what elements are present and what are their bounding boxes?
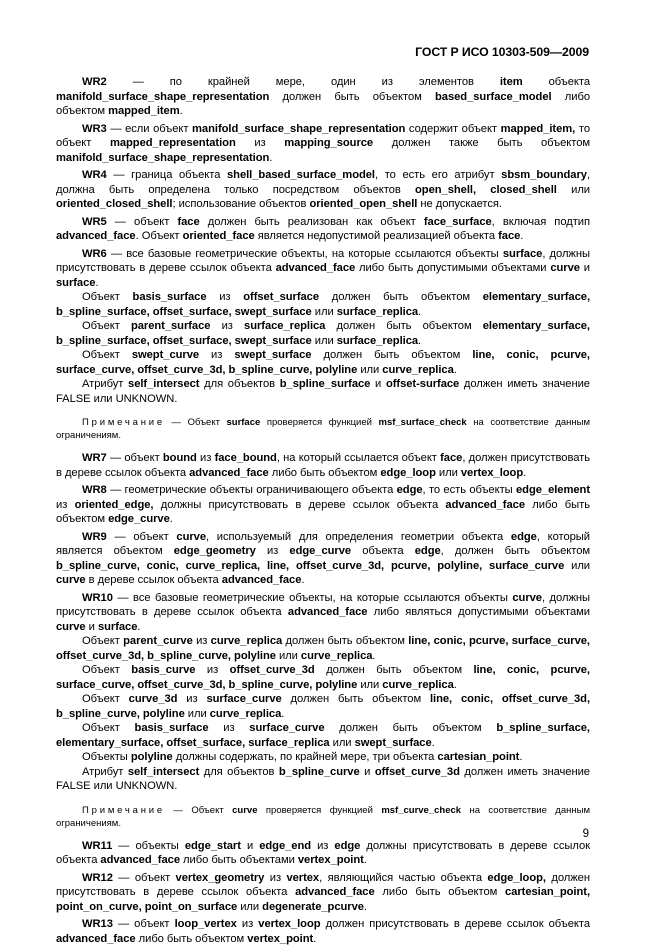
entity-name: advanced_face — [295, 886, 375, 898]
page-header-standard-id: ГОСТ Р ИСО 10303-509—2009 — [415, 45, 589, 59]
entity-name: swept_curve — [132, 349, 199, 361]
entity-name: shell_based_surface_model — [227, 169, 375, 181]
text-run: из — [311, 840, 334, 852]
text-run: или — [357, 364, 382, 376]
entity-name: advanced_face — [288, 606, 368, 618]
text-run: . — [364, 854, 367, 866]
entity-name: b_spline_surface — [280, 378, 371, 390]
text-run: . — [523, 467, 526, 479]
text-run: — все базовые геометрические объекты, на которые ссылаются объекты — [113, 592, 512, 604]
document-body — [56, 75, 590, 946]
text-run: из — [236, 137, 285, 149]
entity-name: curve — [176, 531, 206, 543]
note-label: Примечание — [82, 417, 165, 428]
entity-name: b_spline_curve, conic, curve_replica, line, offset_curve_3d, pcurve, polyline, surface_curve — [56, 560, 564, 572]
text-run: должны присутствовать в дереве ссылок объекта — [56, 840, 590, 867]
text-run: или — [276, 650, 301, 662]
text-run: — Объект — [165, 805, 232, 816]
entity-name: advanced_face — [222, 574, 302, 586]
text-run: . — [95, 277, 98, 289]
text-run: на соответствие данным ограничениям. — [56, 805, 590, 829]
text-run: — граница объекта — [107, 169, 227, 181]
text-run: либо быть объектом — [269, 467, 381, 479]
entity-name: offset_surface — [243, 291, 319, 303]
text-run: , являющийся частью объекта — [319, 872, 487, 884]
entity-name: msf_surface_check — [379, 417, 467, 428]
entity-name: curve_replica — [382, 679, 454, 691]
text-run: должен быть объектом — [311, 349, 472, 361]
entity-name: advanced_face — [276, 262, 356, 274]
entity-name: edge — [415, 545, 441, 557]
entity-name: manifold_surface_shape_representation — [56, 152, 269, 164]
text-run: из — [195, 664, 229, 676]
text-run: — объект — [113, 872, 176, 884]
entity-name: elementary_surface, b_spline_surface, offset_surface, swept_surface — [56, 291, 590, 318]
text-run: должны присутствовать в дереве ссылок объекта — [153, 499, 445, 511]
text-run: Объекты — [82, 751, 131, 763]
entity-name: WR2 — [82, 76, 107, 88]
text-run: . — [454, 364, 457, 376]
text-run: должен быть объектом — [325, 320, 482, 332]
entity-name: mapping_source — [284, 137, 373, 149]
entity-name: advanced_face — [56, 230, 136, 242]
text-run: — Объект — [165, 417, 226, 428]
text-run: ; использование объектов — [172, 198, 309, 210]
text-run: либо быть объектом — [375, 886, 505, 898]
rule-paragraph — [56, 591, 590, 635]
entity-name: surface_replica — [337, 306, 418, 318]
entity-name: swept_surface — [355, 737, 432, 749]
text-run: или — [564, 560, 590, 572]
entity-name: curve — [232, 805, 257, 816]
text-run: либо являться допустимыми объектами — [367, 606, 590, 618]
text-run: . — [519, 751, 522, 763]
entity-name: bound — [163, 452, 197, 464]
entity-name: polyline — [131, 751, 173, 763]
text-run: объекта — [523, 76, 590, 88]
text-run: , должны присутствовать в дереве ссылок объекта — [56, 248, 590, 275]
entity-name: surface_curve — [249, 722, 324, 734]
text-run: — если объект — [107, 123, 192, 135]
entity-name: offset-surface — [386, 378, 459, 390]
text-run: . — [418, 306, 421, 318]
entity-name: basis_curve — [131, 664, 195, 676]
entity-name: WR3 — [82, 123, 107, 135]
text-run: из — [210, 320, 244, 332]
text-run: должен быть объектом — [282, 693, 430, 705]
entity-name: surface_replica — [337, 335, 418, 347]
text-run: либо объектом — [56, 91, 590, 118]
text-run: . — [281, 708, 284, 720]
entity-name: item — [500, 76, 523, 88]
entity-name: sbsm_boundary — [501, 169, 587, 181]
text-run: из — [264, 872, 286, 884]
note-label: Примечание — [82, 805, 165, 816]
entity-name: open_shell, closed_shell — [415, 184, 557, 196]
entity-name: WR6 — [82, 248, 107, 260]
entity-name: basis_surface — [133, 291, 207, 303]
text-run: — объект — [107, 452, 163, 464]
text-run: — геометрические объекты ограничивающего объекта — [107, 484, 397, 496]
entity-name: curve — [56, 621, 86, 633]
text-run: должен присутствовать в дереве ссылок объекта — [56, 872, 590, 899]
entity-name: edge_geometry — [174, 545, 256, 557]
rules-block-1 — [56, 75, 590, 406]
rule-paragraph — [56, 663, 590, 692]
entity-name: WR11 — [82, 840, 112, 852]
text-run: , должен присутствовать в дереве ссылок объекта — [56, 452, 590, 479]
text-run: должен иметь значение FALSE или UNKNOWN. — [56, 766, 590, 793]
text-run: . — [364, 901, 367, 913]
rule-paragraph — [56, 483, 590, 527]
entity-name: edge — [511, 531, 537, 543]
entity-name: face_surface — [424, 216, 492, 228]
entity-name: edge_curve — [108, 513, 170, 525]
note-curve-check — [56, 804, 590, 830]
rule-paragraph — [56, 348, 590, 377]
text-run: либо быть объектами — [180, 854, 298, 866]
entity-name: cartesian_point — [437, 751, 519, 763]
entity-name: oriented_open_shell — [309, 198, 417, 210]
text-run: Атрибут — [82, 766, 128, 778]
entity-name: surface_replica — [244, 320, 325, 332]
text-run: . Объект — [136, 230, 183, 242]
text-run: . — [432, 737, 435, 749]
text-run: проверяется функцией — [260, 417, 378, 428]
rule-paragraph — [56, 917, 590, 946]
entity-name: b_spline_curve — [279, 766, 360, 778]
entity-name: basis_surface — [135, 722, 209, 734]
text-run: Объект — [82, 349, 132, 361]
entity-name: vertex_point — [247, 933, 313, 945]
text-run: Атрибут — [82, 378, 128, 390]
text-run: , который является объектом — [56, 531, 590, 558]
text-run: . — [170, 513, 173, 525]
text-run: из — [56, 499, 75, 511]
entity-name: curve — [512, 592, 542, 604]
entity-name: mapped_representation — [110, 137, 236, 149]
entity-name: advanced_face — [189, 467, 269, 479]
rule-paragraph — [56, 247, 590, 291]
text-run: или — [312, 306, 337, 318]
text-run: или — [557, 184, 590, 196]
entity-name: WR9 — [82, 531, 107, 543]
text-run: , то есть его атрибут — [375, 169, 501, 181]
text-run: должен иметь значение FALSE или UNKNOWN. — [56, 378, 590, 405]
text-run: Объект — [82, 722, 135, 734]
entity-name: msf_curve_check — [381, 805, 461, 816]
text-run: . — [372, 650, 375, 662]
text-run: на соответствие данным ограничениям. — [56, 417, 590, 441]
text-run: . — [454, 679, 457, 691]
rule-paragraph — [56, 721, 590, 750]
text-run: должен быть реализован как объект — [200, 216, 424, 228]
entity-name: mapped_item — [108, 105, 180, 117]
entity-name: WR8 — [82, 484, 107, 496]
entity-name: line, conic, pcurve, surface_curve, offset_curve_3d, b_spline_curve, polyline — [56, 664, 590, 691]
rule-paragraph — [56, 168, 590, 212]
entity-name: parent_surface — [131, 320, 211, 332]
text-run: Объект — [82, 635, 123, 647]
entity-name: b_spline_surface, elementary_surface, offset_surface, surface_replica — [56, 722, 590, 749]
text-run: — объект — [107, 216, 178, 228]
entity-name: edge_end — [259, 840, 311, 852]
rule-paragraph — [56, 290, 590, 319]
text-run: . — [301, 574, 304, 586]
text-run: и — [241, 840, 259, 852]
text-run: . — [137, 621, 140, 633]
entity-name: edge_element — [516, 484, 590, 496]
text-run: или — [237, 901, 262, 913]
text-run: либо быть объектом — [56, 499, 590, 526]
entity-name: elementary_surface, b_spline_surface, offset_surface, swept_surface — [56, 320, 590, 347]
entity-name: swept_surface — [234, 349, 311, 361]
text-run: , должен быть объектом — [441, 545, 590, 557]
text-run: . — [180, 105, 183, 117]
note-surface-check — [56, 416, 590, 442]
rule-paragraph — [56, 530, 590, 588]
text-run: должен быть объектом — [319, 291, 483, 303]
text-run: из — [256, 545, 290, 557]
entity-name: face — [498, 230, 520, 242]
entity-name: based_surface_model — [435, 91, 552, 103]
page-number: 9 — [583, 828, 589, 840]
entity-name: edge — [397, 484, 423, 496]
entity-name: WR7 — [82, 452, 107, 464]
text-run: либо быть объектом — [136, 933, 248, 945]
text-run: и — [360, 766, 375, 778]
text-run: содержит объект — [405, 123, 500, 135]
entity-name: manifold_surface_shape_representation — [192, 123, 405, 135]
text-run: должны содержать, по крайней мере, три объекта — [173, 751, 438, 763]
entity-name: curve_replica — [301, 650, 373, 662]
entity-name: manifold_surface_shape_representation — [56, 91, 269, 103]
entity-name: self_intersect — [128, 378, 199, 390]
text-run: или — [436, 467, 461, 479]
entity-name: loop_vertex — [175, 918, 237, 930]
text-run: — объект — [107, 531, 177, 543]
entity-name: oriented_face — [183, 230, 255, 242]
rule-paragraph — [56, 871, 590, 915]
rule-paragraph — [56, 839, 590, 868]
text-run: Объект — [82, 664, 131, 676]
text-run: Объект — [82, 320, 131, 332]
rule-paragraph — [56, 692, 590, 721]
entity-name: edge_loop — [380, 467, 436, 479]
rules-block-2 — [56, 451, 590, 794]
text-run: и — [580, 262, 590, 274]
entity-name: vertex_loop — [461, 467, 523, 479]
text-run: из — [209, 722, 250, 734]
text-run: в дереве ссылок объекта — [86, 574, 222, 586]
entity-name: WR10 — [82, 592, 113, 604]
entity-name: line, conic, offset_curve_3d, b_spline_curve, polyline — [56, 693, 590, 720]
entity-name: surface_curve — [206, 693, 281, 705]
text-run: или — [357, 679, 382, 691]
text-run: должен быть объектом — [325, 722, 497, 734]
entity-name: vertex — [286, 872, 319, 884]
entity-name: vertex_point — [298, 854, 364, 866]
rule-paragraph — [56, 451, 590, 480]
text-run: должен присутствовать в дереве ссылок объекта — [321, 918, 590, 930]
text-run: из — [177, 693, 206, 705]
entity-name: line, conic, pcurve, surface_curve, offset_curve_3d, b_spline_curve, polyline — [56, 349, 590, 376]
entity-name: face — [177, 216, 199, 228]
text-run: , то есть объекты — [423, 484, 516, 496]
rule-paragraph — [56, 215, 590, 244]
entity-name: offset_curve_3d — [230, 664, 315, 676]
entity-name: face_bound — [215, 452, 277, 464]
entity-name: WR12 — [82, 872, 113, 884]
rule-paragraph — [56, 75, 590, 119]
text-run: или — [185, 708, 210, 720]
text-run: — объекты — [112, 840, 185, 852]
entity-name: curve_3d — [129, 693, 178, 705]
entity-name: vertex_geometry — [176, 872, 265, 884]
text-run: . — [269, 152, 272, 164]
entity-name: mapped_item, — [501, 123, 576, 135]
entity-name: degenerate_pcurve — [262, 901, 364, 913]
entity-name: edge_curve — [289, 545, 351, 557]
text-run: Объект — [82, 693, 129, 705]
entity-name: edge_start — [185, 840, 241, 852]
rules-block-3 — [56, 839, 590, 946]
text-run: объекта — [351, 545, 415, 557]
entity-name: curve_replica — [211, 635, 283, 647]
text-run: для объектов — [199, 766, 279, 778]
rule-paragraph — [56, 319, 590, 348]
entity-name: curve_replica — [382, 364, 454, 376]
text-run: . — [418, 335, 421, 347]
entity-name: oriented_closed_shell — [56, 198, 172, 210]
entity-name: advanced_face — [56, 933, 136, 945]
entity-name: oriented_edge, — [75, 499, 154, 511]
entity-name: surface — [56, 277, 95, 289]
entity-name: WR5 — [82, 216, 107, 228]
entity-name: surface — [226, 417, 260, 428]
text-run: должен быть объектом — [315, 664, 474, 676]
text-run: и — [86, 621, 98, 633]
text-run: является недопустимой реализацией объекта — [255, 230, 498, 242]
text-run: из — [237, 918, 258, 930]
entity-name: edge_loop, — [487, 872, 546, 884]
text-run: или — [330, 737, 355, 749]
text-run: проверяется функцией — [257, 805, 381, 816]
text-run: . — [313, 933, 316, 945]
entity-name: cartesian_point, point_on_curve, point_on_surface — [56, 886, 590, 913]
text-run: из — [207, 291, 244, 303]
rule-paragraph — [56, 122, 590, 166]
rule-paragraph — [56, 765, 590, 794]
text-run: — по крайней мере, один из элементов — [107, 76, 500, 88]
entity-name: self_intersect — [128, 766, 199, 778]
entity-name: vertex_loop — [258, 918, 320, 930]
entity-name: WR13 — [82, 918, 113, 930]
rule-paragraph — [56, 634, 590, 663]
entity-name: line, conic, pcurve, surface_curve, offset_curve_3d, b_spline_curve, polyline — [56, 635, 590, 662]
text-run: для объектов — [199, 378, 279, 390]
rule-paragraph — [56, 377, 590, 406]
text-run: либо быть допустимыми объектами — [355, 262, 550, 274]
rule-paragraph — [56, 750, 590, 765]
entity-name: curve — [56, 574, 86, 586]
text-run: , должна быть определена только посредством объектов — [56, 169, 590, 196]
text-run: , используемый для определения геометрии объекта — [206, 531, 511, 543]
entity-name: parent_curve — [123, 635, 193, 647]
text-run: или — [312, 335, 337, 347]
entity-name: WR4 — [82, 169, 107, 181]
text-run: из — [197, 452, 215, 464]
entity-name: advanced_face — [445, 499, 525, 511]
text-run: должен быть объектом — [269, 91, 435, 103]
text-run: — все базовые геометрические объекты, на которые ссылаются объекты — [107, 248, 503, 260]
text-run: Объект — [82, 291, 133, 303]
text-run: . — [520, 230, 523, 242]
entity-name: curve_replica — [210, 708, 282, 720]
entity-name: offset_curve_3d — [375, 766, 460, 778]
entity-name: face — [440, 452, 462, 464]
text-run: из — [193, 635, 211, 647]
text-run: должен также быть объектом — [373, 137, 590, 149]
text-run: то объект — [56, 123, 590, 150]
entity-name: edge — [334, 840, 360, 852]
text-run: , должны присутствовать в дереве ссылок объекта — [56, 592, 590, 619]
text-run: — объект — [113, 918, 175, 930]
entity-name: surface — [503, 248, 542, 260]
text-run: должен быть объектом — [282, 635, 408, 647]
text-run: из — [199, 349, 234, 361]
text-run: не допускается. — [417, 198, 502, 210]
entity-name: surface — [98, 621, 137, 633]
text-run: , включая подтип — [492, 216, 590, 228]
text-run: , на который ссылается объект — [277, 452, 440, 464]
entity-name: curve — [550, 262, 580, 274]
text-run: и — [370, 378, 386, 390]
entity-name: advanced_face — [100, 854, 180, 866]
